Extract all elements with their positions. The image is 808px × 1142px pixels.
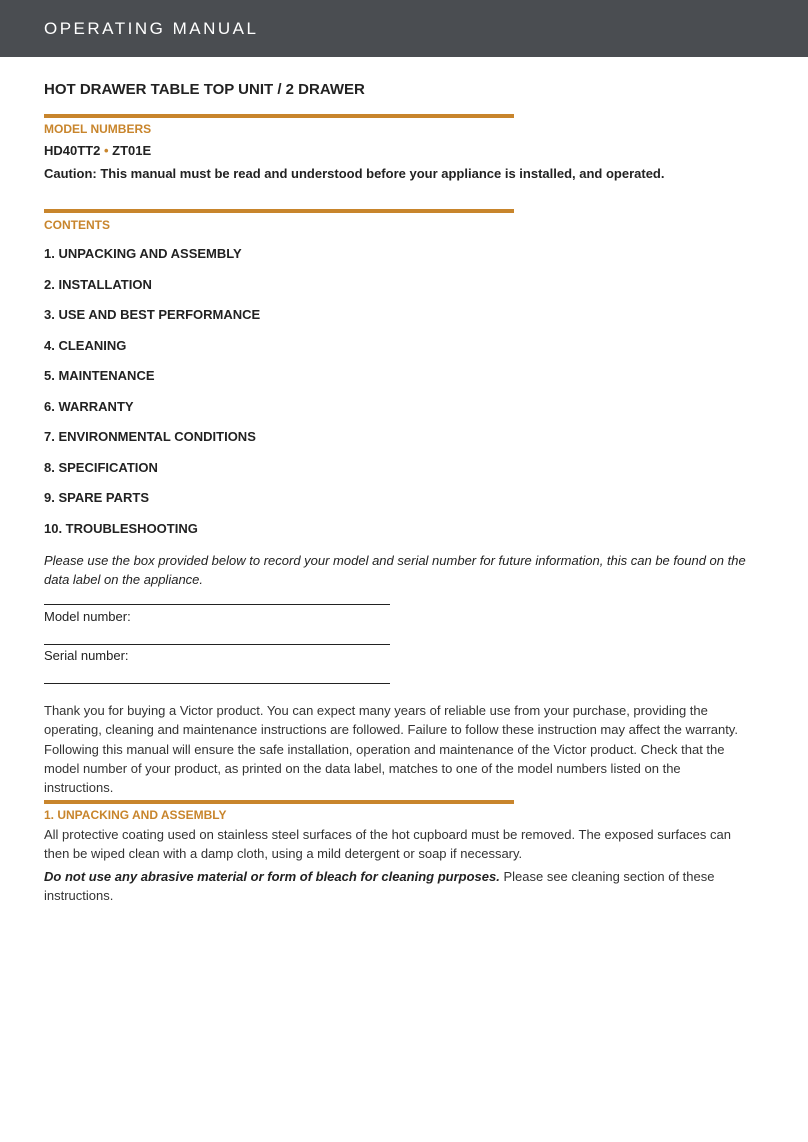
toc-item[interactable]: 9. SPARE PARTS xyxy=(44,490,149,505)
accent-divider xyxy=(44,114,514,118)
toc-item[interactable]: 8. SPECIFICATION xyxy=(44,460,158,475)
toc-item[interactable]: 4. CLEANING xyxy=(44,338,127,353)
section-heading: 1. UNPACKING AND ASSEMBLY xyxy=(44,808,227,822)
model-number-a: HD40TT2 xyxy=(44,143,101,158)
record-field-line xyxy=(44,683,390,684)
intro-paragraph: Thank you for buying a Victor product. You can expect many years of reliable use from your purchase, providing the operating, cleaning and maintenance instructions are followed. Failure to follow these instruction may affect the warranty. xyxy=(44,703,738,737)
caution-text: Caution: This manual must be read and understood before your appliance is installed, and operated. xyxy=(44,166,665,181)
model-separator: • xyxy=(103,143,109,158)
toc-item[interactable]: 5. MAINTENANCE xyxy=(44,368,155,383)
model-number-b: ZT01E xyxy=(112,143,152,158)
header-title: OPERATING MANUAL xyxy=(44,19,259,38)
model-numbers xyxy=(44,143,151,158)
toc-item[interactable]: 1. UNPACKING AND ASSEMBLY xyxy=(44,246,242,261)
toc-item[interactable]: 6. WARRANTY xyxy=(44,399,134,414)
intro-paragraph: Following this manual will ensure the safe installation, operation and maintenance of the Victor product. Check that the model number of your product, as printed on the data label, matches to one of the model numbers listed on the instructions. xyxy=(44,742,725,795)
section-paragraph xyxy=(44,867,744,905)
toc-item[interactable]: 2. INSTALLATION xyxy=(44,277,152,292)
toc-item[interactable]: 7. ENVIRONMENTAL CONDITIONS xyxy=(44,429,256,444)
record-field-line xyxy=(44,644,390,645)
page-header xyxy=(0,0,808,57)
warning-rest: Please see cleaning section of these instructions. xyxy=(44,869,715,903)
record-field-line xyxy=(44,604,390,605)
warning-emphasis: Do not use any abrasive material or form of bleach for cleaning purposes. xyxy=(44,869,500,884)
document-title: HOT DRAWER TABLE TOP UNIT / 2 DRAWER xyxy=(44,81,365,98)
accent-divider xyxy=(44,209,514,213)
record-note: Please use the box provided below to record your model and serial number for future information, this can be found on the data label on the appliance. xyxy=(44,553,746,587)
toc-item[interactable]: 3. USE AND BEST PERFORMANCE xyxy=(44,307,261,322)
accent-divider xyxy=(44,800,514,804)
model-number-label: Model number: xyxy=(44,609,131,624)
model-numbers-label: MODEL NUMBERS xyxy=(44,122,152,136)
contents-label: CONTENTS xyxy=(44,218,110,232)
section-paragraph: All protective coating used on stainless steel surfaces of the hot cupboard must be removed. The exposed surfaces can then be wiped clean with a damp cloth, using a mild detergent or soap if necessary. xyxy=(44,827,731,861)
toc-item[interactable]: 10. TROUBLESHOOTING xyxy=(44,521,198,536)
serial-number-label: Serial number: xyxy=(44,648,129,663)
